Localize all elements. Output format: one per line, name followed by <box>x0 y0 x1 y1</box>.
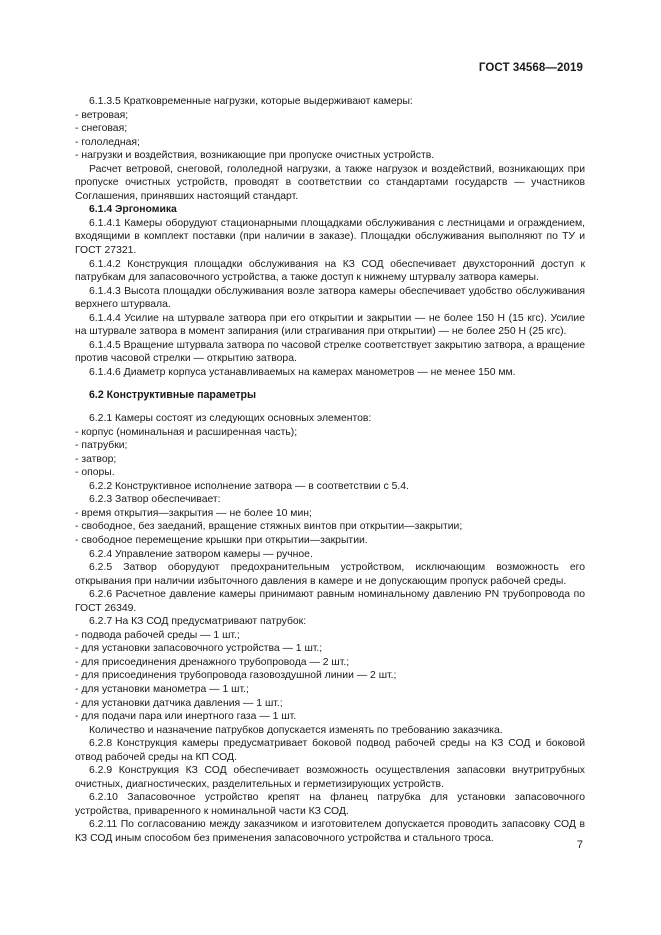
list-item: - время открытия—закрытия — не более 10 мин; <box>75 507 312 519</box>
list-item: - патрубки; <box>75 440 128 452</box>
list-item: - для присоединения дренажного трубопровода — 2 шт.; <box>75 656 350 668</box>
paragraph: 6.2.1 Камеры состоят из следующих основных элементов: <box>89 413 372 425</box>
paragraph: 6.2.4 Управление затвором камеры — ручное. <box>89 548 313 560</box>
list-item: - опоры. <box>75 467 115 479</box>
list-item: - для установки запасовочного устройства — 1 шт.; <box>75 643 323 655</box>
paragraph: 6.1.4.3 Высота площадки обслуживания возле затвора камеры обеспечивает удобство обслуживания верхнего штурвала. <box>75 285 585 311</box>
paragraph: 6.2.10 Запасовочное устройство крепят на фланец патрубка для установки запасовочного устройства, приваренного к номинальной части КЗ СОД. <box>75 792 585 817</box>
list-item: - свободное, без заеданий, вращение стяжных винтов при открытии—закрытии; <box>75 521 463 533</box>
paragraph: 6.1.4.6 Диаметр корпуса устанавливаемых на камерах манометров — не менее 150 мм. <box>89 366 516 378</box>
list-item: - затвор; <box>75 453 117 465</box>
paragraph: 6.2.5 Затвор оборудуют предохранительным устройством, исключающим возможность его открывания при наличии избыточного давления в камере и не допускающим пропуск рабочей среды. <box>75 562 585 587</box>
paragraph: 6.2.3 Затвор обеспечивает: <box>89 494 221 506</box>
list-item: - ветровая; <box>75 109 129 121</box>
paragraph: 6.2.8 Конструкция камеры предусматривает боковой подвод рабочей среды на КЗ СОД и боковой отвод рабочей среды на КП СОД. <box>75 738 585 763</box>
document-code: ГОСТ 34568—2019 <box>478 62 583 74</box>
list-item: - снеговая; <box>75 123 128 135</box>
list-item: - корпус (номинальная и расширенная часть); <box>75 426 298 438</box>
subsection-heading: 6.1.4 Эргономика <box>89 204 177 216</box>
section-heading: 6.2 Конструктивные параметры <box>89 389 257 402</box>
paragraph: 6.1.4.5 Вращение штурвала затвора по часовой стрелке соответствует закрытию затвора, а вращение против часовой стрелки — открытию затвора. <box>75 339 585 365</box>
paragraph: 6.1.3.5 Кратковременные нагрузки, которые выдерживают камеры: <box>89 96 413 107</box>
paragraph: 6.2.6 Расчетное давление камеры принимают равным номинальному давлению PN трубопровода по ГОСТ 26349. <box>75 589 585 614</box>
paragraph: 6.1.4.1 Камеры оборудуют стационарными площадками обслуживания с лестницами и ограждением, входящими в комплект поставки (при наличии в заказе). Площадки обслуживания выполняют по ТУ и ГОСТ 27321. <box>75 217 585 257</box>
paragraph: 6.2.11 По согласованию между заказчиком и изготовителем допускается проводить запасовку СОД в КЗ СОД иным способом без применения запасовочного устройства и стального троса. <box>75 819 585 844</box>
paragraph: Расчет ветровой, снеговой, гололедной нагрузки, а также нагрузок и воздействий, возникающих при пропуске очистных устройств, проводят в соответствии со стандартами государств — участников Соглашения, принявших настоящий стандарт. <box>75 163 585 202</box>
list-item: - для установки датчика давления — 1 шт.; <box>75 697 283 709</box>
document-body <box>75 95 585 846</box>
list-item: - для подачи пара или инертного газа — 1 шт. <box>75 711 297 723</box>
list-item: - нагрузки и воздействия, возникающие при пропуске очистных устройств. <box>75 150 435 162</box>
page-number: 7 <box>576 839 583 851</box>
paragraph: 6.2.2 Конструктивное исполнение затвора — в соответствии с 5.4. <box>89 480 409 492</box>
list-item: - подвода рабочей среды — 1 шт.; <box>75 629 240 641</box>
paragraph: 6.2.9 Конструкция КЗ СОД обеспечивает возможность осуществления запасовки внутритрубных очистных, диагностических, разделительных и герметизирующих устройств. <box>75 765 585 790</box>
paragraph: 6.2.7 На КЗ СОД предусматривают патрубок: <box>89 616 307 628</box>
paragraph: Количество и назначение патрубков допускается изменять по требованию заказчика. <box>89 724 503 736</box>
list-item: - для присоединения трубопровода газовоздушной линии — 2 шт.; <box>75 670 397 682</box>
paragraph: 6.1.4.4 Усилие на штурвале затвора при его открытии и закрытии — не более 150 Н (15 кгс). Усилие на штурвале затвора в момент запирания (или страгивания при открытии) — не более 250 Н (25 кгс). <box>75 312 585 338</box>
paragraph: 6.1.4.2 Конструкция площадки обслуживания на КЗ СОД обеспечивает двухсторонний доступ к патрубкам для запасовочного устройства, а также доступ к нижнему штурвалу затвора камеры. <box>75 258 585 284</box>
list-item: - для установки манометра — 1 шт.; <box>75 683 249 695</box>
list-item: - свободное перемещение крышки при открытии—закрытии. <box>75 534 368 546</box>
list-item: - гололедная; <box>75 136 140 148</box>
